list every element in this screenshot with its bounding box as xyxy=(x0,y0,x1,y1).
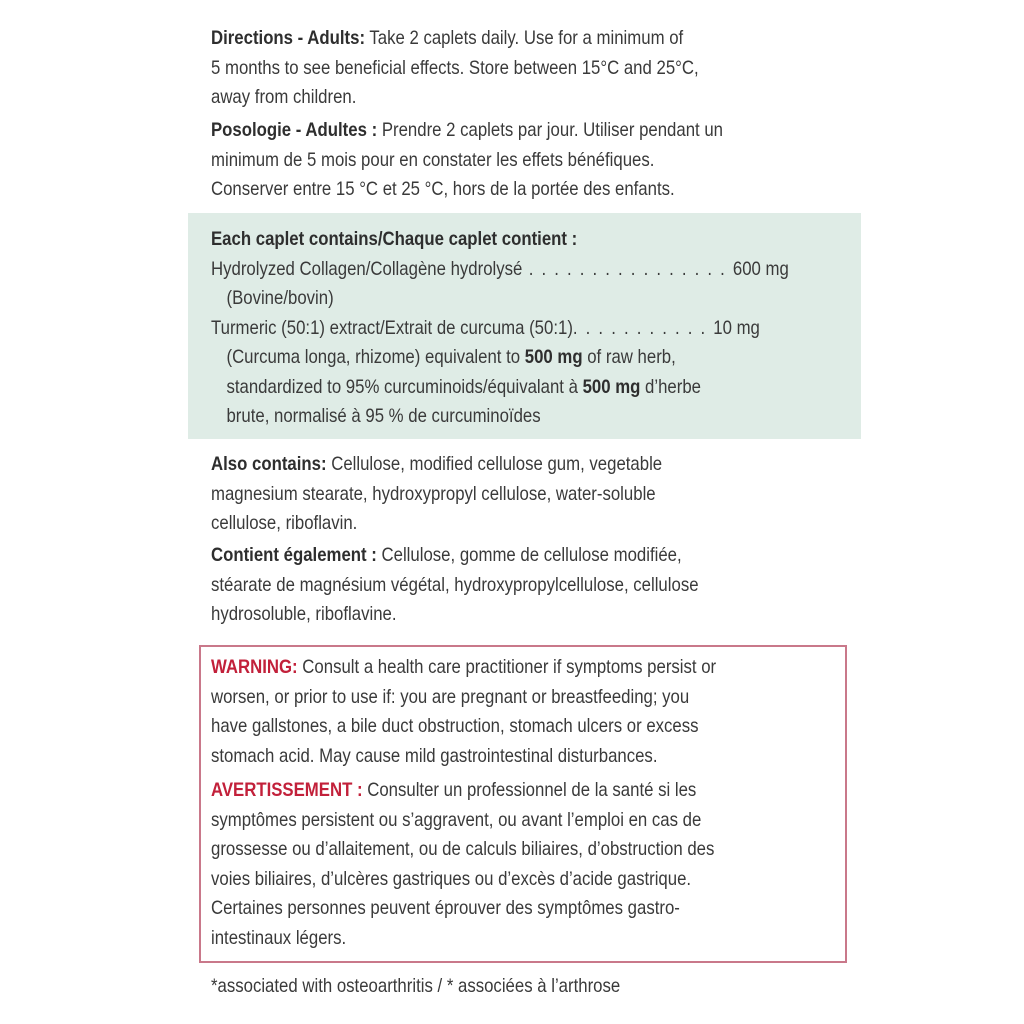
ingredient-row-turmeric xyxy=(211,314,851,344)
also-contains-en xyxy=(211,450,851,539)
warning-fr-text: voies biliaires, d’ulcères gastriques ou d’excès d’acide gastrique. xyxy=(211,867,692,890)
ingredients-list xyxy=(211,225,851,432)
also-contains-fr-text: hydrosoluble, riboflavine. xyxy=(211,603,397,625)
directions-en-text: away from children. xyxy=(211,86,357,108)
also-contains-fr-text: Cellulose, gomme de cellulose modifiée, xyxy=(376,544,682,566)
ingredient-detail: brute, normalisé à 95 % de curcuminoïdes xyxy=(226,405,541,427)
warning-en-text: worsen, or prior to use if: you are pregnant or breastfeeding; you xyxy=(211,685,690,708)
also-contains-en-heading: Also contains: xyxy=(211,453,327,475)
ingredient-name: Turmeric (50:1) extract/Extrait de curcuma (50:1) xyxy=(211,316,573,339)
warning-en-text: stomach acid. May cause mild gastrointestinal disturbances. xyxy=(211,744,658,767)
ingredient-detail xyxy=(211,373,851,403)
detail-text: d’herbe xyxy=(640,375,701,398)
directions-fr-text: Conserver entre 15 °C et 25 °C, hors de la portée des enfants. xyxy=(211,178,675,200)
warning-en xyxy=(211,653,851,771)
warning-fr-text: grossesse ou d’allaitement, ou de calculs biliaires, d’obstruction des xyxy=(211,838,715,860)
warning-en-text: have gallstones, a bile duct obstruction, stomach ulcers or excess xyxy=(211,715,699,737)
also-contains-fr-text: stéarate de magnésium végétal, hydroxypropylcellulose, cellulose xyxy=(211,573,699,596)
footnote: *associated with osteoarthritis / * associées à l’arthrose xyxy=(211,975,621,997)
directions-fr xyxy=(211,116,851,205)
ingredient-row-collagen xyxy=(211,255,851,285)
directions-en-heading: Directions - Adults: xyxy=(211,27,366,49)
detail-text: of raw herb, xyxy=(582,346,676,368)
also-contains-en-text: cellulose, riboflavin. xyxy=(211,512,358,534)
warning-fr-text: Consulter un professionnel de la santé si les xyxy=(362,779,697,801)
directions-en-text: Take 2 caplets daily. Use for a minimum of xyxy=(365,27,684,49)
also-contains-en-text: magnesium stearate, hydroxypropyl cellulose, water-soluble xyxy=(211,482,656,505)
directions-fr-text: minimum de 5 mois pour en constater les effets bénéfiques. xyxy=(211,148,655,171)
warning-fr-heading: AVERTISSEMENT : xyxy=(211,779,363,801)
also-contains-en-text: Cellulose, modified cellulose gum, vegetable xyxy=(326,453,663,475)
warning-fr-text: intestinaux légers. xyxy=(211,926,347,949)
directions-en xyxy=(211,24,851,113)
detail-amount: 500 mg xyxy=(582,375,641,398)
directions-fr-text: Prendre 2 caplets par jour. Utiliser pendant un xyxy=(377,119,724,141)
ingredients-heading: Each caplet contains/Chaque caplet contient : xyxy=(211,228,578,250)
detail-text: (Curcuma longa, rhizome) equivalent to xyxy=(226,346,525,368)
directions-en-text: 5 months to see beneficial effects. Store between 15°C and 25°C, xyxy=(211,56,699,79)
leader-dots: . . . . . . . . . . . xyxy=(572,316,714,339)
ingredient-amount: 10 mg xyxy=(713,316,760,339)
also-contains-fr xyxy=(211,541,851,630)
leader-dots: . . . . . . . . . . . . . . . . xyxy=(522,257,733,280)
ingredient-detail xyxy=(211,343,851,373)
warning-en-heading: WARNING: xyxy=(211,656,298,678)
warning-fr-text: symptômes persistent ou s’aggravent, ou avant l’emploi en cas de xyxy=(211,808,702,831)
detail-amount: 500 mg xyxy=(524,346,583,368)
warning-en-text: Consult a health care practitioner if symptoms persist or xyxy=(297,656,717,678)
warning-fr xyxy=(211,776,851,953)
directions-fr-heading: Posologie - Adultes : xyxy=(211,119,378,141)
ingredient-source: (Bovine/bovin) xyxy=(226,287,334,309)
ingredient-amount: 600 mg xyxy=(732,257,789,280)
detail-text: standardized to 95% curcuminoids/équivalant à xyxy=(226,375,583,398)
ingredient-name: Hydrolyzed Collagen/Collagène hydrolysé xyxy=(211,257,523,280)
also-contains-fr-heading: Contient également : xyxy=(211,544,377,566)
warning-fr-text: Certaines personnes peuvent éprouver des symptômes gastro- xyxy=(211,897,680,919)
